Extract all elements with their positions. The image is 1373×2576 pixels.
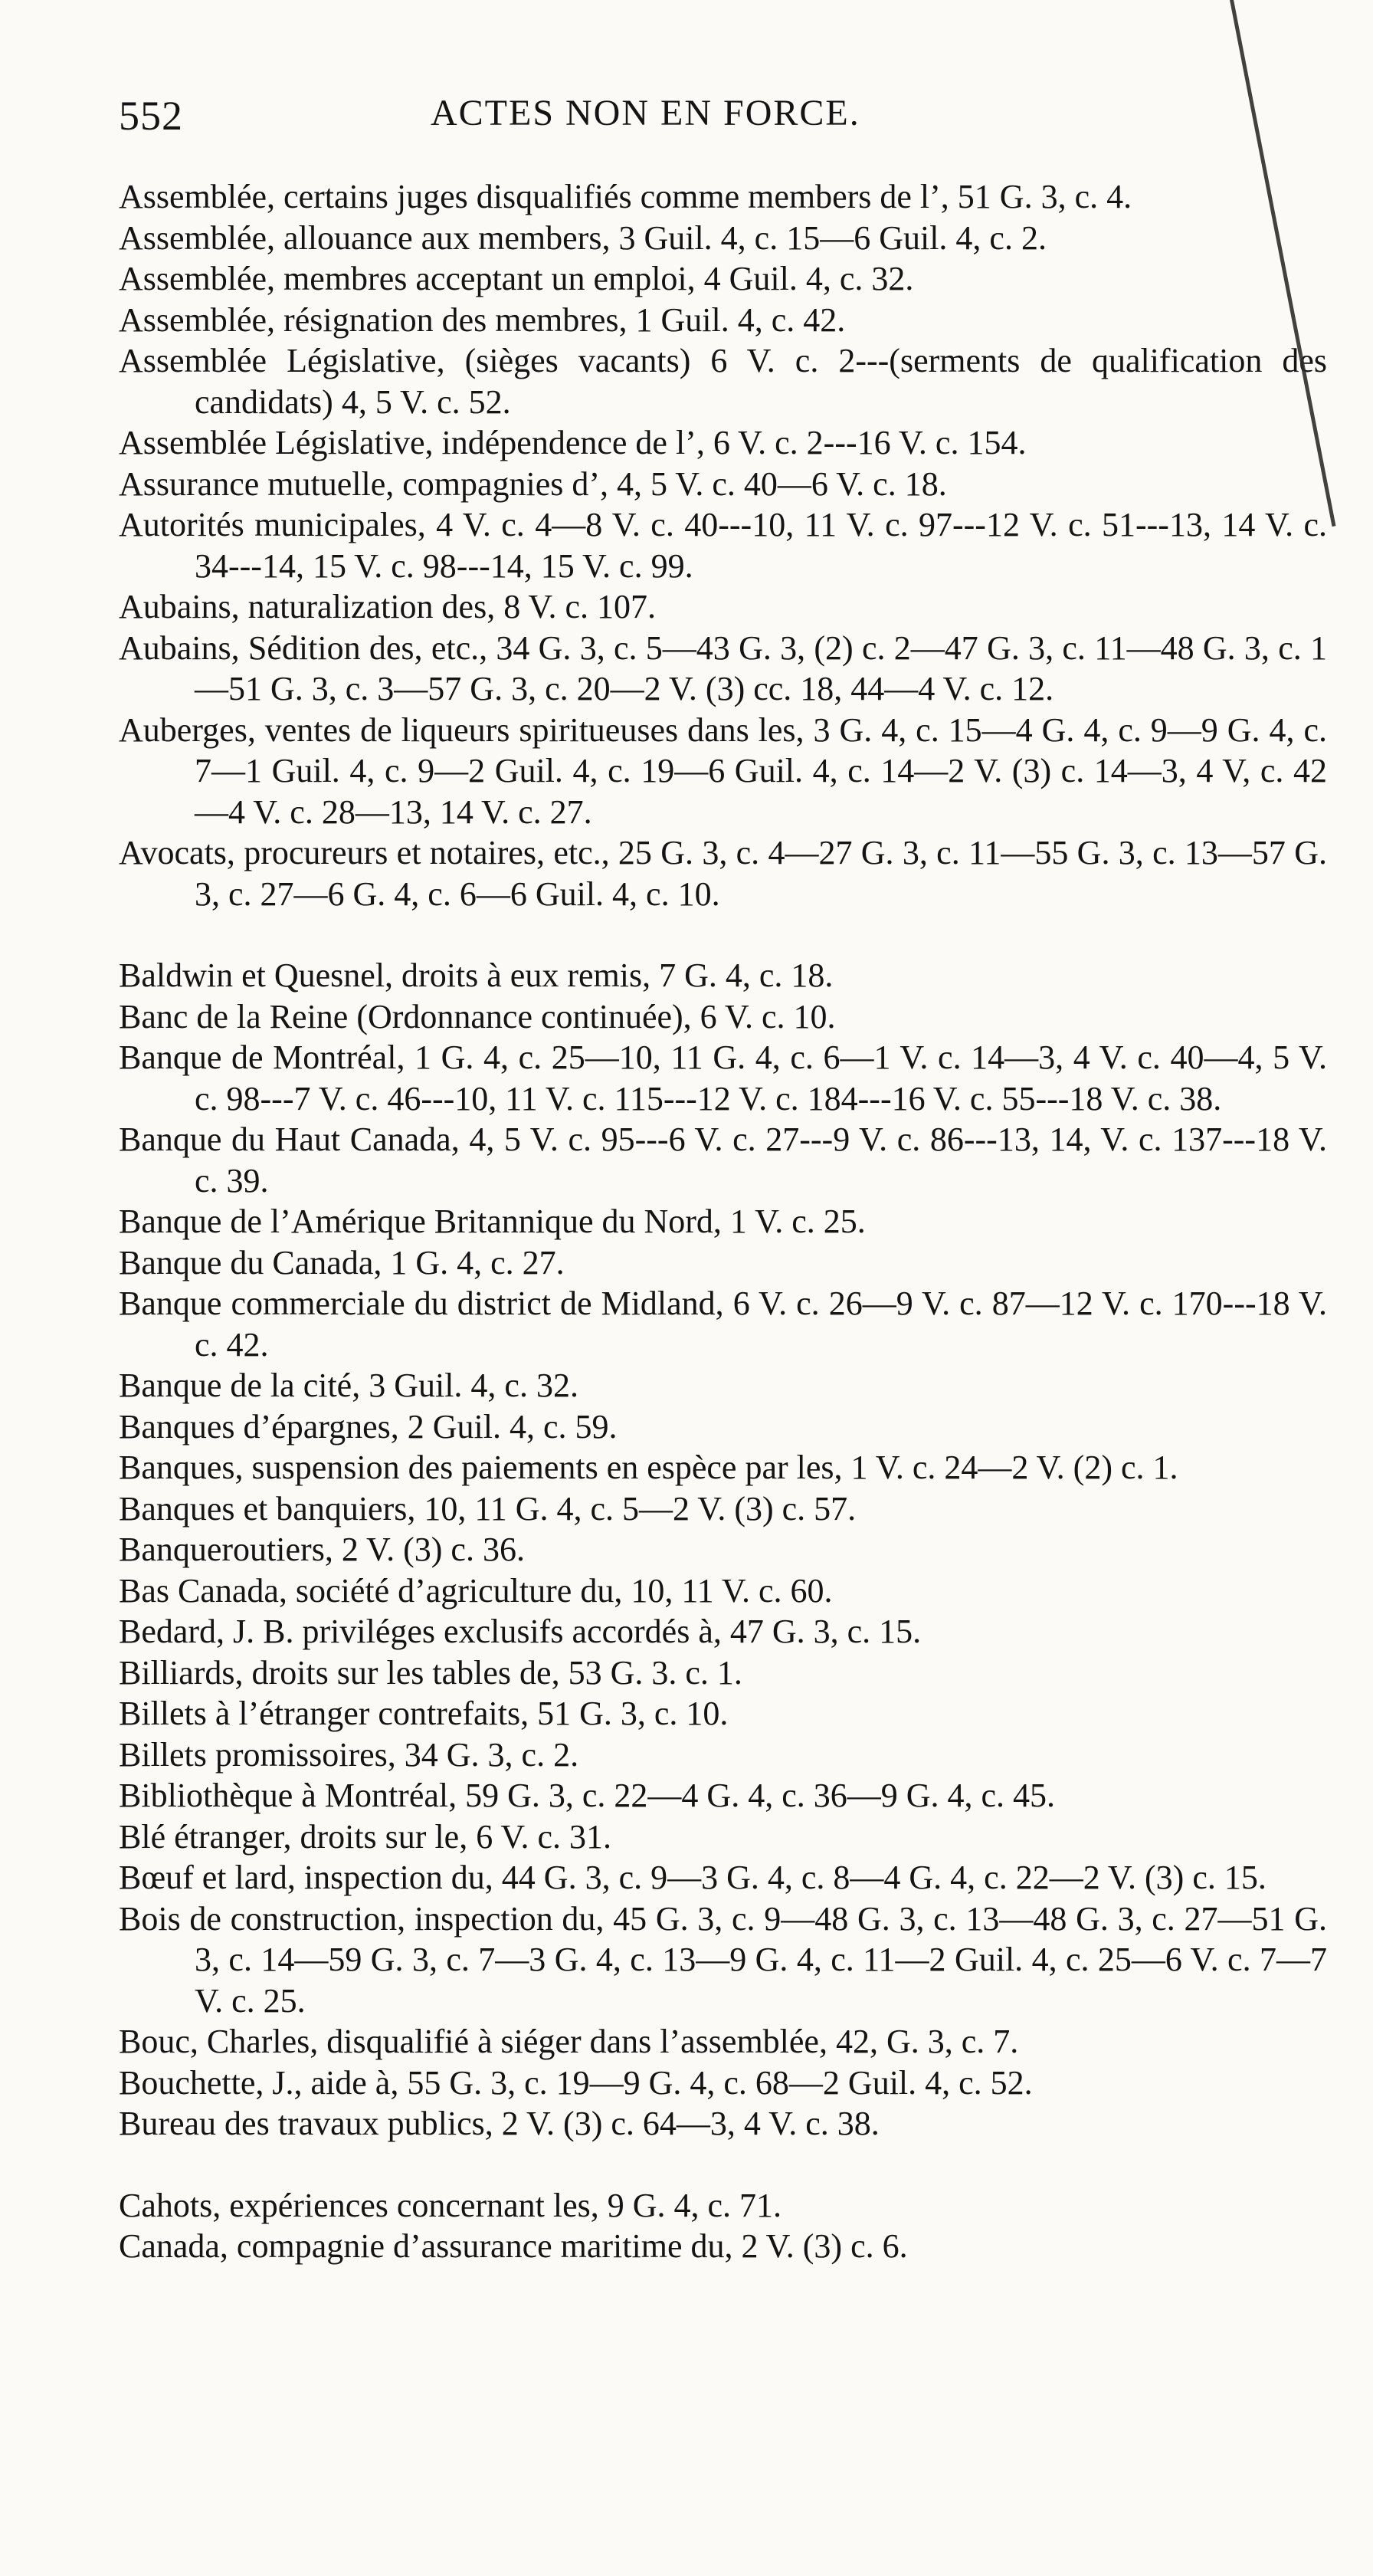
index-entry: Banque du Haut Canada, 4, 5 V. c. 95---6 V. c. 27---9 V. c. 86---13, 14, V. c. 137---18 V. c. 39.	[119, 1121, 1327, 1199]
index-entry: Banque de la cité, 3 Guil. 4, c. 32.	[119, 1367, 578, 1404]
index-entry: Assurance mutuelle, compagnies d’, 4, 5 V. c. 40—6 V. c. 18.	[119, 464, 947, 503]
entry-group-a	[119, 176, 1327, 914]
index-entry: Cahots, expériences concernant les, 9 G. 4, c. 71.	[119, 2186, 782, 2224]
index-entry: Banques, suspension des paiements en espèce par les, 1 V. c. 24—2 V. (2) c. 1.	[119, 1449, 1178, 1486]
index-entry: Assemblée, résignation des membres, 1 Guil. 4, c. 42.	[119, 300, 846, 339]
index-entry: Banque de l’Amérique Britannique du Nord, 1 V. c. 25.	[119, 1203, 866, 1240]
index-entry: Aubains, naturalization des, 8 V. c. 107.	[119, 588, 657, 625]
index-entry: Bouc, Charles, disqualifié à siéger dans l’assemblée, 42, G. 3, c. 7.	[119, 2023, 1019, 2060]
index-entries	[119, 176, 1327, 2267]
index-entry: Banque de Montréal, 1 G. 4, c. 25—10, 11 G. 4, c. 6—1 V. c. 14—3, 4 V. c. 40—4, 5 V. c. 98---7 V. c. 46---10, 11 V. c. 115---12 V. c. 184---16 V. c. 55---18 V. c. 38.	[119, 1039, 1327, 1117]
index-entry: Banques d’épargnes, 2 Guil. 4, c. 59.	[119, 1407, 618, 1446]
index-entry: Banqueroutiers, 2 V. (3) c. 36.	[119, 1531, 525, 1568]
index-entry: Billets à l’étranger contrefaits, 51 G. 3, c. 10.	[119, 1695, 729, 1732]
running-head: ACTES NON EN FORCE.	[431, 93, 860, 133]
index-entry: Banc de la Reine (Ordonnance continuée), 6 V. c. 10.	[119, 997, 836, 1035]
page-number: 552	[119, 93, 183, 139]
index-entry: Assemblée, membres acceptant un emploi, 4 Guil. 4, c. 32.	[119, 260, 914, 297]
index-entry: Blé étranger, droits sur le, 6 V. c. 31.	[119, 1817, 612, 1856]
index-entry: Aubains, Sédition des, etc., 34 G. 3, c. 5—43 G. 3, (2) c. 2—47 G. 3, c. 11—48 G. 3, c. 1—51 G. 3, c. 3—57 G. 3, c. 20—2 V. (3) cc. 18, 44—4 V. c. 12.	[119, 628, 1327, 707]
index-entry: Bedard, J. B. priviléges exclusifs accordés à, 47 G. 3, c. 15.	[119, 1613, 922, 1650]
entry-group-b	[119, 955, 1327, 2144]
index-entry: Bœuf et lard, inspection du, 44 G. 3, c. 9—3 G. 4, c. 8—4 G. 4, c. 22—2 V. (3) c. 15.	[119, 1859, 1267, 1896]
section-gap	[119, 914, 1327, 955]
index-entry: Billets promissoires, 34 G. 3, c. 2.	[119, 1735, 579, 1774]
index-entry: Bureau des travaux publics, 2 V. (3) c. 64—3, 4 V. c. 38.	[119, 2105, 880, 2142]
index-entry: Assemblée Législative, (sièges vacants) 6 V. c. 2---(serments de qualification des candidats) 4, 5 V. c. 52.	[119, 342, 1327, 421]
index-entry: Baldwin et Quesnel, droits à eux remis, 7 G. 4, c. 18.	[119, 957, 834, 994]
index-entry: Bois de construction, inspection du, 45 G. 3, c. 9—48 G. 3, c. 13—48 G. 3, c. 27—51 G. 3, c. 14—59 G. 3, c. 7—3 G. 4, c. 13—9 G. 4, c. 11—2 Guil. 4, c. 25—6 V. c. 7—7 V. c. 25.	[119, 1899, 1327, 2020]
index-entry: Assemblée, allouance aux members, 3 Guil. 4, c. 15—6 Guil. 4, c. 2.	[119, 218, 1047, 257]
index-entry: Banques et banquiers, 10, 11 G. 4, c. 5—2 V. (3) c. 57.	[119, 1489, 857, 1528]
index-entry: Assemblée, certains juges disqualifiés comme members de l’, 51 G. 3, c. 4.	[119, 178, 1132, 215]
index-entry: Bouchette, J., aide à, 55 G. 3, c. 19—9 G. 4, c. 68—2 Guil. 4, c. 52.	[119, 2063, 1033, 2102]
index-entry: Assemblée Législative, indépendence de l’, 6 V. c. 2---16 V. c. 154.	[119, 424, 1027, 461]
index-entry: Autorités municipales, 4 V. c. 4—8 V. c. 40---10, 11 V. c. 97---12 V. c. 51---13, 14 V. c. 34---14, 15 V. c. 98---14, 15 V. c. 99.	[119, 506, 1327, 585]
page-header	[119, 92, 1327, 147]
index-entry: Canada, compagnie d’assurance maritime du, 2 V. (3) c. 6.	[119, 2227, 908, 2265]
entry-group-c	[119, 2185, 1327, 2267]
index-entry: Banque du Canada, 1 G. 4, c. 27.	[119, 1243, 565, 1281]
index-entry: Bibliothèque à Montréal, 59 G. 3, c. 22—4 G. 4, c. 36—9 G. 4, c. 45.	[119, 1777, 1056, 1814]
index-entry: Banque commerciale du district de Midland, 6 V. c. 26—9 V. c. 87—12 V. c. 170---18 V. c. 42.	[119, 1285, 1327, 1363]
index-entry: Avocats, procureurs et notaires, etc., 25 G. 3, c. 4—27 G. 3, c. 11—55 G. 3, c. 13—57 G. 3, c. 27—6 G. 4, c. 6—6 Guil. 4, c. 10.	[119, 834, 1327, 913]
index-entry: Auberges, ventes de liqueurs spiritueuses dans les, 3 G. 4, c. 15—4 G. 4, c. 9—9 G. 4, c. 7—1 Guil. 4, c. 9—2 Guil. 4, c. 19—6 Guil. 4, c. 14—2 V. (3) c. 14—3, 4 V, c. 42—4 V. c. 28—13, 14 V. c. 27.	[119, 710, 1327, 831]
index-entry: Bas Canada, société d’agriculture du, 10, 11 V. c. 60.	[119, 1571, 833, 1610]
index-entry: Billiards, droits sur les tables de, 53 G. 3. c. 1.	[119, 1653, 742, 1692]
section-gap	[119, 2144, 1327, 2185]
